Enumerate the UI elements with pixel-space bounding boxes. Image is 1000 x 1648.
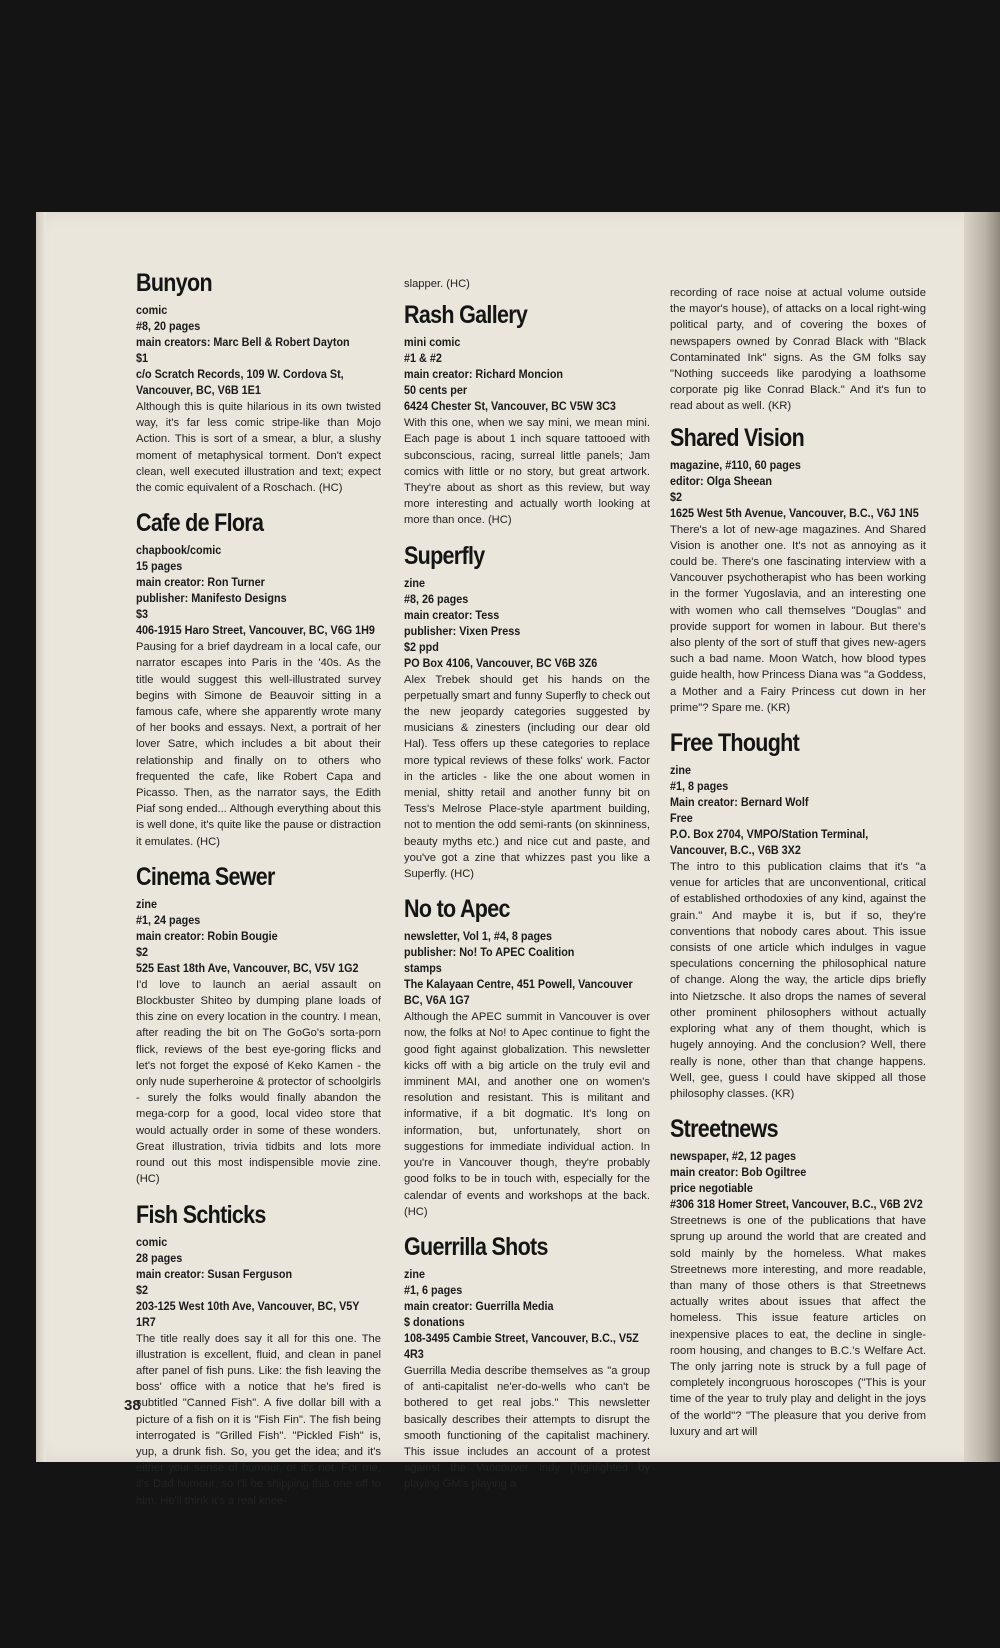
review-entry: [670, 423, 926, 716]
review-meta-line: main creator: Robin Bougie: [136, 928, 278, 943]
review-meta-line: mini comic: [404, 335, 461, 350]
review-meta-line: main creator: Richard Moncion: [404, 367, 564, 382]
review-meta-line: main creator: Susan Ferguson: [136, 1266, 293, 1281]
review-meta-line: #8, 20 pages: [136, 319, 201, 333]
review-meta-line: price negotiable: [670, 1181, 753, 1196]
review-meta-line: publisher: Manifesto Designs: [136, 591, 287, 606]
review-meta-line: 6424 Chester St, Vancouver, BC V5W 3C3: [404, 399, 616, 414]
review-meta-line: #8, 26 pages: [404, 591, 469, 606]
review-body: Streetnews is one of the publications that have sprung up around the world that are created and sold mainly by the homeless. What makes Streetnews more interesting, and more readable, than many of those others is that Streetnews actually writes about issues that affect the homeless. This issue feature articles on inexpensive places to eat, the decline in single-room housing, and changes to B.C.'s Welfare Act. The only jarring note is struck by a full page of completely incongruous horoscopes ("This is your time of the year to truly play and delight in the joys of the world"? "The pleasure that you derive from luxury and art will: [670, 1215, 926, 1438]
review-entry: [136, 268, 381, 496]
review-title: Rash Gallery: [404, 301, 528, 330]
review-meta-line: zine: [404, 1266, 426, 1281]
review-title: Cafe de Flora: [136, 509, 264, 538]
review-meta-line: $2: [136, 944, 149, 959]
review-title: Free Thought: [670, 729, 800, 758]
review-meta-line: #1, 6 pages: [404, 1282, 463, 1297]
review-entry: [404, 541, 650, 883]
review-entry: [404, 300, 650, 528]
review-meta-line: $1: [136, 351, 149, 365]
review-meta-line: stamps: [404, 961, 442, 976]
review-meta-line: comic: [136, 1234, 168, 1249]
review-meta-line: newsletter, Vol 1, #4, 8 pages: [404, 929, 553, 944]
review-meta-line: zine: [136, 896, 158, 911]
review-body: There's a lot of new-age magazines. And Shared Vision is another one. It's not as annoying as it could be. There's one fascinating interview with a Vancouver psychotherapist who has been working in the former Yugoslavia, and an interesting one with women who call themselves "Douglas" and provide support for women in labour. But there's also plenty of the sort of stuff that gives new-agers such a bad name. Moon Watch, how blood types guide health, how Princess Diana was "a Goddess, a Mother and a Fairy Princess cut down in her prime"? Spare me. (KR): [670, 523, 926, 714]
review-entry: [136, 1200, 381, 1509]
review-entry: [404, 1232, 650, 1493]
review-title: Shared Vision: [670, 423, 805, 452]
review-meta-line: main creator: Tess: [404, 607, 500, 622]
review-entry: [404, 894, 650, 1220]
review-meta-line: $3: [136, 607, 149, 622]
magazine-page: [36, 212, 1000, 1507]
review-title: Streetnews: [670, 1115, 778, 1144]
review-body: With this one, when we say mini, we mean mini. Each page is about 1 inch square tattooed with subconscious, racing, surreal little panels; Jam comics with little or no story, but great artwork. They're about as short as this review, but way more interesting and actually worth looking at more than once. (HC): [404, 417, 650, 527]
review-meta-line: editor: Olga Sheean: [670, 473, 773, 488]
review-meta-line: The Kalayaan Centre, 451 Powell, Vancouver BC, V6A 1G7: [404, 977, 633, 1008]
review-meta-line: newspaper, #2, 12 pages: [670, 1149, 797, 1164]
review-meta-line: Main creator: Bernard Wolf: [670, 795, 809, 810]
review-meta-line: publisher: Vixen Press: [404, 623, 521, 638]
review-meta-line: zine: [670, 763, 692, 778]
review-meta-line: magazine, #110, 60 pages: [670, 457, 801, 472]
review-body: Alex Trebek should get his hands on the perpetually smart and funny Superfly to check out the new jeopardy categories suggested by musicians & zinesters (including our dear old Hal). Tess offers up these categories to replace more typical reviews of these folks' work. Factor in the articles - like the one about women in menial, shitty retail and another funny bit on Tess's Melrose Place-style apartment building, not to mention the odd semi-rants (on skinniness, beauty myths etc.) and nice cut and paste, and you've got a zine that whizzes past you like a Superfly. (HC): [404, 673, 650, 881]
review-entry: [670, 1114, 926, 1440]
review-meta-line: #306 318 Homer Street, Vancouver, B.C., V6B 2V2: [670, 1197, 923, 1212]
review-meta-line: zine: [404, 575, 426, 590]
review-title: Superfly: [404, 541, 485, 570]
page-gutter: [36, 212, 46, 1462]
review-meta-line: PO Box 4106, Vancouver, BC V6B 3Z6: [404, 655, 598, 670]
page-edge-shadow: [964, 212, 1000, 1462]
review-meta-line: #1 & #2: [404, 351, 442, 366]
review-meta-line: P.O. Box 2704, VMPO/Station Terminal, Vancouver, B.C., V6B 3X2: [670, 827, 869, 858]
review-title: Guerrilla Shots: [404, 1232, 548, 1261]
review-body: Guerrilla Media describe themselves as "a group of anti-capitalist ne'er-do-wells who can't be bothered to get real jobs." This newsletter basically describes their attempts to disrupt the smooth functioning of the capitalist machinery. This issue includes an account of a protest against the Vancouver Indy (highlighted by playing GM's playing a: [404, 1364, 650, 1491]
review-body: The intro to this publication claims that it's "a venue for articles that are unconventional, critical of established orthodoxies of any kind, against the grain." And maybe it is, but if so, they're conventions that nobody cares about. This issue consists of one article which indulges in vague speculations concerning the philosophical nature of change. Along the way, the article dips briefly into Nietzsche. It also drops the names of several other prominent philosophers without actually exploring what any of them thought, which is hugely annoying. And the conclusion? Well, there really is none, other than that change happens. Well, gee, guess I could have skipped all those philosophy classes. (KR): [670, 861, 926, 1100]
review-meta-line: #1, 8 pages: [670, 779, 729, 794]
review-meta-line: Free: [670, 811, 693, 826]
review-meta-line: main creator: Guerrilla Media: [404, 1298, 554, 1313]
review-meta-line: 50 cents per: [404, 383, 468, 398]
review-meta-line: 1625 West 5th Avenue, Vancouver, B.C., V6J 1N5: [670, 505, 919, 520]
review-meta-line: publisher: No! To APEC Coalition: [404, 945, 575, 960]
review-title: Cinema Sewer: [136, 862, 275, 891]
review-meta-line: 15 pages: [136, 559, 183, 574]
continued-text: recording of race noise at actual volume outside the mayor's house), of attacks on a local right-wing political party, and of covering the boxes of newspapers owned by Conrad Black with "Black Contaminated Ink" signs. As the GM folks say "Nothing succeeds like parodying a loathsome corporate pig like Conrad Black." And it's fun to read about as well. (KR): [670, 287, 926, 413]
review-body: I'd love to launch an aerial assault on Blockbuster Shiteo by dumping plane loads of this zine on every location in the country. I mean, after reading the bit on The GoGo's sorta-porn flick, reviews of the best eye-goring flicks and let's not forget the exposé of Keko Kamen - the only nude superheroine & protector of schoolgirls - surely the folks would finally abandon the mega-corp for a good, local video store that would actually order in some of these wonders. Great illustration, trivia tidbits and lots more round out this most indispensible movie zine. (HC): [136, 978, 381, 1186]
review-meta-line: $2: [670, 489, 683, 504]
review-body: Although this is quite hilarious in its own twisted way, it's far less comic stripe-like than Mojo Action. This is sort of a smear, a blur, a slushy moment of metaphysical torment. Don't expect clean, well executed illustration and text; expect the comic equivalent of a Roschach. (HC): [136, 401, 381, 495]
review-meta-line: main creators: Marc Bell & Robert Dayton: [136, 335, 350, 349]
review-meta-line: comic: [136, 303, 168, 317]
page-number: 38: [124, 1397, 141, 1414]
review-title: No to Apec: [404, 895, 510, 924]
review-meta-line: 406-1915 Haro Street, Vancouver, BC, V6G 1H9: [136, 623, 375, 638]
review-meta-line: 525 East 18th Ave, Vancouver, BC, V5V 1G2: [136, 960, 359, 975]
review-body: The title really does say it all for this one. The illustration is excellent, fluid, and clean in panel after panel of fish puns. Like: the fish leaving the boss' office with a notice that he's fired is subtitled "Canned Fish". A five dollar bill with a picture of a fish on it is "Fish Fin". The fish being interrogated is "Grilled Fish". "Pickled Fish" is, yup, a drunk fish. So, you get the idea; and it's either your sense of humour, or it's not. For me, it's Dad humour, so I'll be shipping this one off to him. He'll think it's a real knee-: [136, 1332, 381, 1507]
review-title: Fish Schticks: [136, 1200, 266, 1229]
review-entry: [670, 728, 926, 1102]
review-meta-line: $ donations: [404, 1314, 465, 1329]
review-meta-line: $2 ppd: [404, 639, 439, 654]
review-meta-line: 203-125 West 10th Ave, Vancouver, BC, V5Y 1R7: [136, 1298, 360, 1329]
review-meta-line: #1, 24 pages: [136, 912, 201, 927]
review-entry: [136, 862, 381, 1188]
review-body: Although the APEC summit in Vancouver is over now, the folks at No! to Apec continue to fight the good fight against globalization. This newsletter kicks off with a big article on the truly evil and imminent MAI, and another one on women's resolution and resistant. This is militant and informative, if a bit dogmatic. It's long on information, but, unfortunately, short on suggestions for immediate individual action. In you're in Vancouver though, they're probably good folks to be in touch with, especially for the calendar of events and workshops at the back. (HC): [404, 1011, 650, 1218]
review-title: Bunyon: [136, 269, 212, 297]
column-1: [136, 268, 381, 1521]
column-3: [670, 284, 926, 1452]
review-meta-line: main creator: Ron Turner: [136, 575, 265, 590]
review-meta-line: chapbook/comic: [136, 543, 222, 558]
column-2: [404, 276, 650, 1505]
review-meta-line: main creator: Bob Ogiltree: [670, 1165, 807, 1180]
review-meta-line: 28 pages: [136, 1250, 183, 1265]
review-entry: [136, 508, 381, 850]
continued-text: slapper. (HC): [404, 278, 470, 290]
review-body: Pausing for a brief daydream in a local cafe, our narrator escapes into Paris in the '40s. As the title would suggest this well-illustrated survey begins with Simone de Beauvoir sitting in a famous cafe, where she apparently wrote many of her books and essays. Next, a portrait of her lover Satre, which includes a bit about their relationship and finally on to others who frequented the cafe, like Robert Capa and Picasso. Then, as the narrator says, the Edith Piaf song ended... Although everything about this is well done, it's quite like the pause or distraction it emulates. (HC): [136, 641, 381, 848]
review-meta-line: 108-3495 Cambie Street, Vancouver, B.C., V5Z 4R3: [404, 1330, 639, 1361]
review-meta-line: $2: [136, 1282, 149, 1297]
review-meta-line: c/o Scratch Records, 109 W. Cordova St, Vancouver, BC, V6B 1E1: [136, 367, 344, 397]
